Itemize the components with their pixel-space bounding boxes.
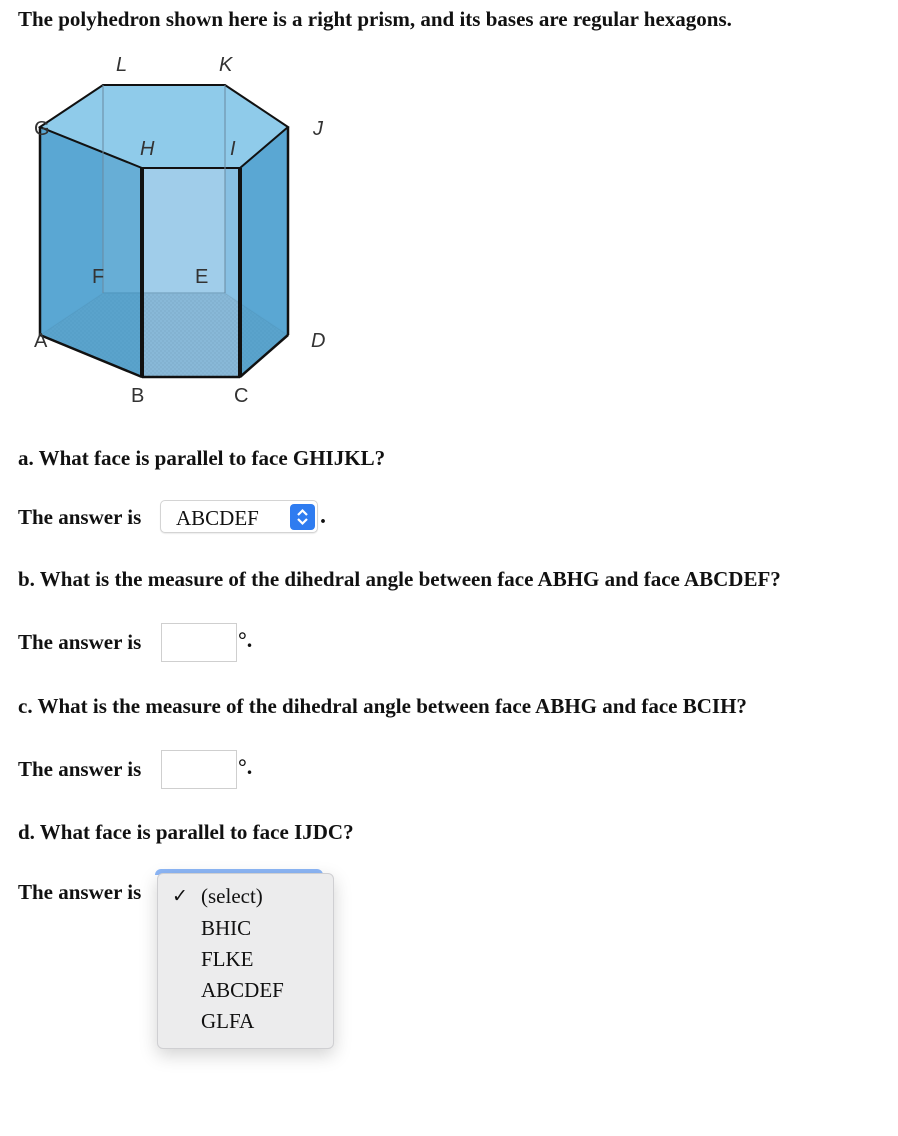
answer-a-period: . [320,503,326,529]
dropdown-option[interactable]: FLKE [201,947,254,971]
label-J: J [313,118,323,140]
problem-intro: The polyhedron shown here is a right prism, and its bases are regular hexagons. [18,7,732,31]
label-L: L [116,54,128,76]
label-D: D [311,330,326,352]
dropdown-option[interactable]: BHIC [201,916,252,940]
select-chevrons-icon [290,504,315,530]
question-a: a. What face is parallel to face GHIJKL? [18,446,386,470]
degree-suffix-b: °. [238,627,253,652]
answer-label-b: The answer is [18,630,142,654]
answer-a-select[interactable] [160,500,318,533]
face-IJDC [240,127,288,377]
question-b: b. What is the measure of the dihedral angle between face ABHG and face ABCDEF? [18,567,781,591]
label-C: C [234,385,249,407]
answer-a-selected-value: ABCDEF [176,506,259,530]
answer-c-input[interactable] [161,750,237,789]
label-A: A [34,330,48,352]
answer-label-a: The answer is [18,505,142,529]
answer-label-c: The answer is [18,757,142,781]
question-d: d. What face is parallel to face IJDC? [18,820,354,844]
label-H: H [140,138,155,160]
label-E: E [195,266,209,288]
label-I: I [230,138,236,160]
answer-d-dropdown-menu[interactable] [157,873,334,1049]
label-B: B [131,385,145,407]
label-K: K [219,54,233,76]
label-F: F [92,266,105,288]
question-c: c. What is the measure of the dihedral angle between face ABHG and face BCIH? [18,694,747,718]
prism-diagram [20,40,360,420]
answer-label-d: The answer is [18,880,142,904]
hexagonal-prism-figure [20,40,360,420]
face-ABHG [40,127,142,377]
dropdown-option[interactable]: GLFA [201,1009,255,1033]
dropdown-option[interactable]: (select) [201,884,263,908]
dropdown-option[interactable]: ABCDEF [201,978,284,1002]
checkmark-icon: ✓ [172,886,188,907]
degree-suffix-c: °. [238,754,253,779]
label-G: G [34,118,50,140]
answer-b-input[interactable] [161,623,237,662]
